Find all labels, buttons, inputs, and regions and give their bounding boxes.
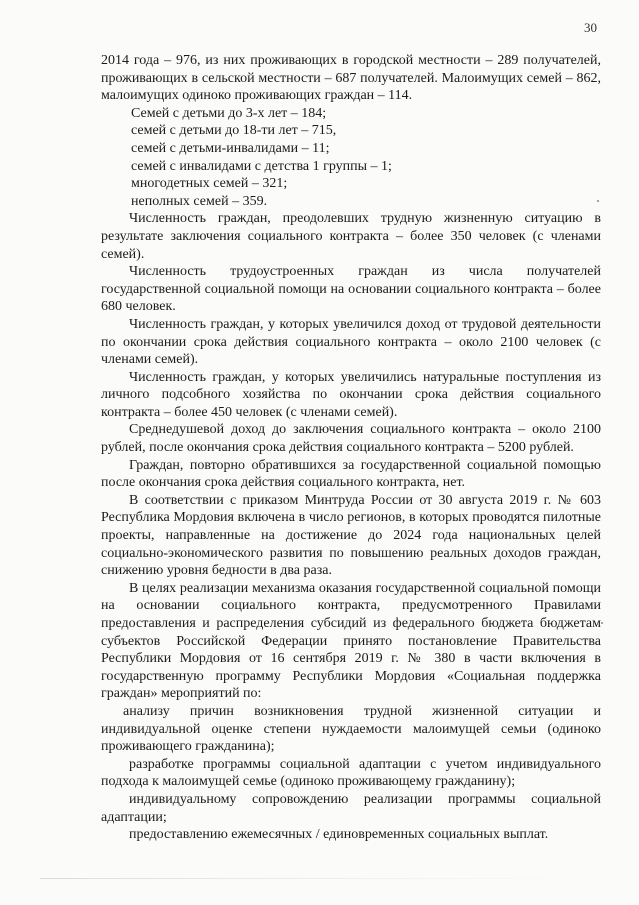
paragraph: разработке программы социальной адаптации с учетом индивидуального подхода к малоимущей семье (одиноко проживающему гражданину);: [101, 756, 601, 790]
paragraph: предоставлению ежемесячных / единовременных социальных выплат.: [129, 827, 549, 843]
list-item: неполных семей – 359.: [131, 193, 268, 209]
paragraph: Численность граждан, у которых увеличился доход от трудовой деятельности по окончании срока действия социального контракта – около 2100 человек (с членами семей).: [101, 316, 601, 368]
list-item: семей с детьми до 18-ти лет – 715,: [131, 123, 337, 139]
paragraph-intro-stats: 2014 года – 976, из них проживающих в городской местности – 289 получателей, проживающих в сельской местности – 687 получателей. Малоимущих семей – 862, малоимущих одиноко проживающих граждан – 114.: [101, 53, 601, 104]
scan-speck: [597, 200, 599, 202]
paragraph: индивидуальному сопровождению реализации программы социальной адаптации;: [101, 791, 601, 825]
paragraph: Численность трудоустроенных граждан из числа получателей государственной социальной помощи на основании социального контракта – более 680 человек.: [101, 264, 601, 315]
scan-speck: [601, 622, 603, 624]
list-item: многодетных семей – 321;: [131, 176, 288, 192]
paragraph: Численность граждан, у которых увеличились натуральные поступления из личного подсобного хозяйства по окончании срока действия социального контракта – более 450 человек (с членами семей).: [101, 369, 601, 420]
paragraph: Граждан, повторно обратившихся за государственной социальной помощью после окончания срока действия социального контракта, нет.: [101, 457, 601, 491]
family-category-list: [101, 105, 601, 211]
page-number: 30: [584, 20, 597, 35]
document-body: [101, 52, 601, 844]
paragraph: В соответствии с приказом Минтруда России от 30 августа 2019 г. № 603 Республика Мордовия включена в число регионов, в которых проводятся пилотные проекты, направленные на достижение до 2024 года национальных целей социально-экономического развития по повышению реальных доходов граждан, снижению уровня бедности в два раза.: [101, 492, 601, 579]
list-item: Семей с детьми до 3-х лет – 184;: [131, 105, 327, 121]
paragraph: анализу причин возникновения трудной жизненной ситуации и индивидуальной оценке степени нуждаемости малоимущей семьи (одиноко проживающего гражданина);: [101, 703, 601, 755]
scan-edge: [40, 878, 600, 879]
paragraph: В целях реализации механизма оказания государственной социальной помощи на основании социального контракта, предусмотренного Правилами предоставления и распределения субсидий из федерального бюджета бюджетам субъектов Российской Федерации принято постановление Правительства Республики Мордовия от 16 сентября 2019 г. № 380 в части включения в государственную программу Республики Мордовия «Социальная поддержка граждан» мероприятий по:: [101, 580, 601, 702]
paragraph: Среднедушевой доход до заключения социального контракта – около 2100 рублей, после окончания срока действия социального контракта – 5200 рублей.: [101, 422, 601, 456]
list-item: семей с детьми-инвалидами – 11;: [131, 140, 330, 156]
list-item: семей с инвалидами с детства 1 группы – 1;: [131, 158, 392, 174]
paragraph: Численность граждан, преодолевших трудную жизненную ситуацию в результате заключения социального контракта – более 350 человек (с членами семей).: [101, 211, 601, 262]
